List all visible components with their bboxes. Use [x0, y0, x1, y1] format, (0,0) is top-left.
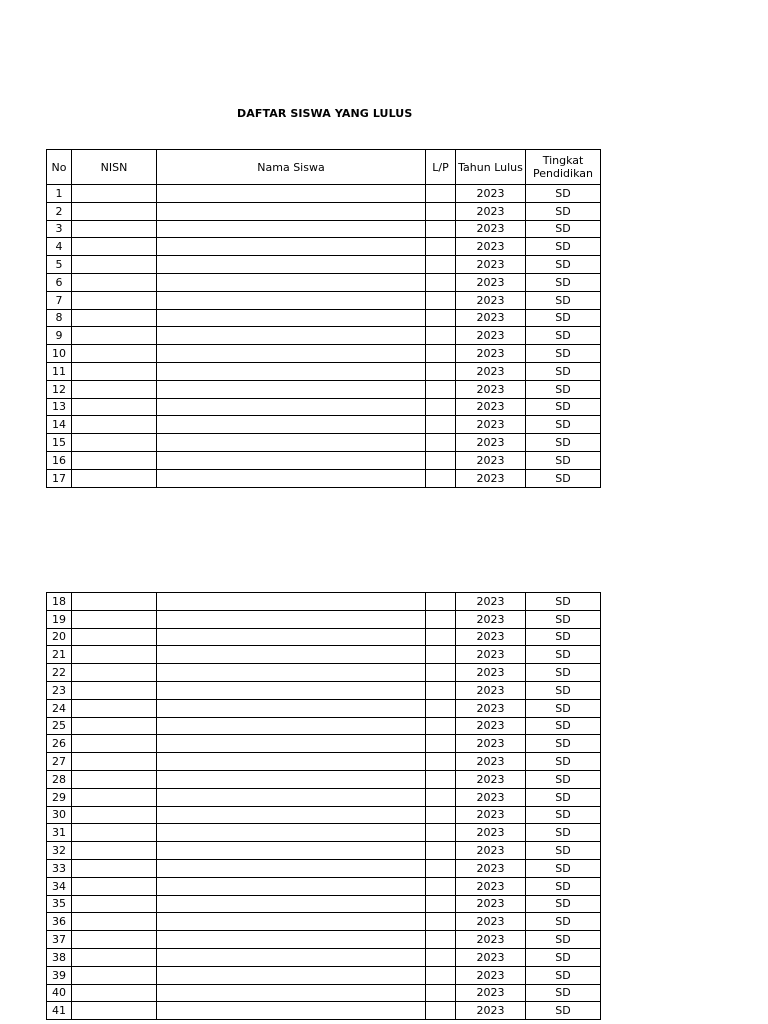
row-nama-siswa-cell: [157, 1002, 426, 1020]
row-tingkat-pendidikan-cell: SD: [526, 681, 601, 699]
row-tingkat-pendidikan-cell: SD: [526, 788, 601, 806]
row-lp-cell: [426, 806, 456, 824]
row-lp-cell: [426, 984, 456, 1002]
row-tahun-lulus-cell: 2023: [456, 610, 526, 628]
row-nisn-cell: [72, 309, 157, 327]
row-nisn-cell: [72, 416, 157, 434]
row-lp-cell: [426, 753, 456, 771]
row-no-cell: 4: [47, 238, 72, 256]
row-no-cell: 10: [47, 345, 72, 363]
row-nisn-cell: [72, 735, 157, 753]
row-nama-siswa-cell: [157, 327, 426, 345]
row-nisn-cell: [72, 984, 157, 1002]
row-nama-siswa-cell: [157, 593, 426, 611]
row-no-cell: 37: [47, 931, 72, 949]
student-table-part-1: [46, 149, 601, 488]
row-nama-siswa-cell: [157, 309, 426, 327]
table-row: [47, 717, 601, 735]
table-row: [47, 362, 601, 380]
row-tahun-lulus-cell: 2023: [456, 1002, 526, 1020]
row-nisn-cell: [72, 1002, 157, 1020]
row-tahun-lulus-cell: 2023: [456, 451, 526, 469]
row-nama-siswa-cell: [157, 859, 426, 877]
row-no-cell: 18: [47, 593, 72, 611]
row-no-cell: 6: [47, 273, 72, 291]
row-no-cell: 13: [47, 398, 72, 416]
row-no-cell: 3: [47, 220, 72, 238]
row-no-cell: 34: [47, 877, 72, 895]
table-row: [47, 877, 601, 895]
row-lp-cell: [426, 877, 456, 895]
table-row: [47, 664, 601, 682]
row-nisn-cell: [72, 256, 157, 274]
row-nama-siswa-cell: [157, 362, 426, 380]
student-table-part-2: [46, 592, 601, 1020]
row-tahun-lulus-cell: 2023: [456, 717, 526, 735]
row-tingkat-pendidikan-cell: SD: [526, 434, 601, 452]
row-nama-siswa-cell: [157, 753, 426, 771]
table-row: [47, 220, 601, 238]
row-no-cell: 19: [47, 610, 72, 628]
table-row: [47, 788, 601, 806]
row-nama-siswa-cell: [157, 434, 426, 452]
row-tahun-lulus-cell: 2023: [456, 770, 526, 788]
row-tahun-lulus-cell: 2023: [456, 273, 526, 291]
row-tahun-lulus-cell: 2023: [456, 842, 526, 860]
table-row: [47, 451, 601, 469]
row-nama-siswa-cell: [157, 416, 426, 434]
row-nisn-cell: [72, 806, 157, 824]
row-tahun-lulus-cell: 2023: [456, 859, 526, 877]
row-nama-siswa-cell: [157, 931, 426, 949]
table-row: [47, 345, 601, 363]
row-lp-cell: [426, 238, 456, 256]
row-nisn-cell: [72, 451, 157, 469]
row-nisn-cell: [72, 664, 157, 682]
row-tahun-lulus-cell: 2023: [456, 806, 526, 824]
row-lp-cell: [426, 735, 456, 753]
row-tingkat-pendidikan-cell: SD: [526, 966, 601, 984]
row-tahun-lulus-cell: 2023: [456, 664, 526, 682]
table-row: [47, 398, 601, 416]
header-nama-siswa: Nama Siswa: [157, 150, 426, 185]
row-tingkat-pendidikan-cell: SD: [526, 202, 601, 220]
row-lp-cell: [426, 628, 456, 646]
row-tingkat-pendidikan-cell: SD: [526, 593, 601, 611]
row-nama-siswa-cell: [157, 681, 426, 699]
table-row: [47, 610, 601, 628]
row-lp-cell: [426, 309, 456, 327]
row-lp-cell: [426, 931, 456, 949]
row-no-cell: 11: [47, 362, 72, 380]
row-no-cell: 15: [47, 434, 72, 452]
row-lp-cell: [426, 681, 456, 699]
table-header-row: [47, 150, 601, 185]
row-nisn-cell: [72, 717, 157, 735]
row-tahun-lulus-cell: 2023: [456, 931, 526, 949]
row-tingkat-pendidikan-cell: SD: [526, 664, 601, 682]
row-no-cell: 21: [47, 646, 72, 664]
row-no-cell: 22: [47, 664, 72, 682]
row-nama-siswa-cell: [157, 913, 426, 931]
table-row: [47, 806, 601, 824]
row-tingkat-pendidikan-cell: SD: [526, 646, 601, 664]
table-row: [47, 185, 601, 203]
row-no-cell: 27: [47, 753, 72, 771]
row-tahun-lulus-cell: 2023: [456, 699, 526, 717]
row-lp-cell: [426, 380, 456, 398]
row-tingkat-pendidikan-cell: SD: [526, 309, 601, 327]
table-row: [47, 681, 601, 699]
row-lp-cell: [426, 895, 456, 913]
row-lp-cell: [426, 434, 456, 452]
row-nama-siswa-cell: [157, 220, 426, 238]
row-tahun-lulus-cell: 2023: [456, 681, 526, 699]
table-body-part-1: [47, 185, 601, 488]
table-row: [47, 735, 601, 753]
row-tahun-lulus-cell: 2023: [456, 788, 526, 806]
row-nisn-cell: [72, 628, 157, 646]
row-lp-cell: [426, 664, 456, 682]
row-no-cell: 2: [47, 202, 72, 220]
row-no-cell: 23: [47, 681, 72, 699]
table-row: [47, 966, 601, 984]
row-nisn-cell: [72, 398, 157, 416]
row-nisn-cell: [72, 238, 157, 256]
row-lp-cell: [426, 345, 456, 363]
table-row: [47, 842, 601, 860]
row-nama-siswa-cell: [157, 788, 426, 806]
row-no-cell: 14: [47, 416, 72, 434]
row-nisn-cell: [72, 345, 157, 363]
row-nama-siswa-cell: [157, 895, 426, 913]
row-tingkat-pendidikan-cell: SD: [526, 948, 601, 966]
row-tahun-lulus-cell: 2023: [456, 735, 526, 753]
row-no-cell: 41: [47, 1002, 72, 1020]
row-lp-cell: [426, 610, 456, 628]
row-tahun-lulus-cell: 2023: [456, 416, 526, 434]
row-lp-cell: [426, 913, 456, 931]
header-no: No: [47, 150, 72, 185]
row-tingkat-pendidikan-cell: SD: [526, 610, 601, 628]
row-nisn-cell: [72, 681, 157, 699]
table-row: [47, 434, 601, 452]
row-lp-cell: [426, 398, 456, 416]
row-tingkat-pendidikan-cell: SD: [526, 984, 601, 1002]
table-row: [47, 291, 601, 309]
row-nisn-cell: [72, 327, 157, 345]
row-nisn-cell: [72, 877, 157, 895]
header-lp: L/P: [426, 150, 456, 185]
row-lp-cell: [426, 327, 456, 345]
row-nisn-cell: [72, 291, 157, 309]
row-nisn-cell: [72, 593, 157, 611]
row-nama-siswa-cell: [157, 735, 426, 753]
row-no-cell: 5: [47, 256, 72, 274]
row-tahun-lulus-cell: 2023: [456, 398, 526, 416]
row-tahun-lulus-cell: 2023: [456, 469, 526, 487]
row-no-cell: 7: [47, 291, 72, 309]
row-nisn-cell: [72, 753, 157, 771]
row-no-cell: 25: [47, 717, 72, 735]
row-nisn-cell: [72, 646, 157, 664]
row-tahun-lulus-cell: 2023: [456, 238, 526, 256]
row-nama-siswa-cell: [157, 984, 426, 1002]
row-nama-siswa-cell: [157, 628, 426, 646]
row-lp-cell: [426, 469, 456, 487]
row-lp-cell: [426, 185, 456, 203]
row-tahun-lulus-cell: 2023: [456, 753, 526, 771]
row-lp-cell: [426, 451, 456, 469]
row-nama-siswa-cell: [157, 717, 426, 735]
row-tingkat-pendidikan-cell: SD: [526, 842, 601, 860]
row-tahun-lulus-cell: 2023: [456, 646, 526, 664]
row-nisn-cell: [72, 931, 157, 949]
row-nama-siswa-cell: [157, 646, 426, 664]
table-body-part-2: [47, 593, 601, 1020]
row-nama-siswa-cell: [157, 451, 426, 469]
row-nama-siswa-cell: [157, 256, 426, 274]
row-no-cell: 12: [47, 380, 72, 398]
row-nisn-cell: [72, 966, 157, 984]
row-tingkat-pendidikan-cell: SD: [526, 451, 601, 469]
row-nama-siswa-cell: [157, 398, 426, 416]
row-no-cell: 8: [47, 309, 72, 327]
row-tahun-lulus-cell: 2023: [456, 309, 526, 327]
row-tahun-lulus-cell: 2023: [456, 345, 526, 363]
row-tahun-lulus-cell: 2023: [456, 877, 526, 895]
row-tingkat-pendidikan-cell: SD: [526, 753, 601, 771]
row-tahun-lulus-cell: 2023: [456, 202, 526, 220]
row-lp-cell: [426, 362, 456, 380]
row-no-cell: 39: [47, 966, 72, 984]
row-nisn-cell: [72, 469, 157, 487]
table-row: [47, 753, 601, 771]
row-no-cell: 26: [47, 735, 72, 753]
row-tingkat-pendidikan-cell: SD: [526, 824, 601, 842]
table-row: [47, 859, 601, 877]
row-tingkat-pendidikan-cell: SD: [526, 699, 601, 717]
row-tingkat-pendidikan-cell: SD: [526, 469, 601, 487]
table-row: [47, 646, 601, 664]
row-tahun-lulus-cell: 2023: [456, 895, 526, 913]
table-row: [47, 416, 601, 434]
row-tahun-lulus-cell: 2023: [456, 434, 526, 452]
table-row: [47, 273, 601, 291]
row-nisn-cell: [72, 202, 157, 220]
row-tahun-lulus-cell: 2023: [456, 220, 526, 238]
row-tingkat-pendidikan-cell: SD: [526, 895, 601, 913]
row-tingkat-pendidikan-cell: SD: [526, 398, 601, 416]
row-nisn-cell: [72, 610, 157, 628]
row-tahun-lulus-cell: 2023: [456, 628, 526, 646]
row-nama-siswa-cell: [157, 877, 426, 895]
row-tingkat-pendidikan-cell: SD: [526, 877, 601, 895]
row-no-cell: 40: [47, 984, 72, 1002]
row-nama-siswa-cell: [157, 948, 426, 966]
row-no-cell: 31: [47, 824, 72, 842]
row-no-cell: 1: [47, 185, 72, 203]
table-row: [47, 469, 601, 487]
row-nisn-cell: [72, 699, 157, 717]
row-tingkat-pendidikan-cell: SD: [526, 238, 601, 256]
row-no-cell: 33: [47, 859, 72, 877]
row-no-cell: 24: [47, 699, 72, 717]
header-tingkat-pendidikan: Tingkat Pendidikan: [526, 150, 601, 185]
table-row: [47, 948, 601, 966]
table-row: [47, 309, 601, 327]
row-tingkat-pendidikan-cell: SD: [526, 256, 601, 274]
row-tahun-lulus-cell: 2023: [456, 362, 526, 380]
row-lp-cell: [426, 948, 456, 966]
header-nisn: NISN: [72, 150, 157, 185]
table-row: [47, 327, 601, 345]
row-lp-cell: [426, 824, 456, 842]
row-nama-siswa-cell: [157, 824, 426, 842]
row-lp-cell: [426, 717, 456, 735]
table-row: [47, 256, 601, 274]
row-tahun-lulus-cell: 2023: [456, 984, 526, 1002]
header-tahun-lulus: Tahun Lulus: [456, 150, 526, 185]
row-no-cell: 20: [47, 628, 72, 646]
row-tingkat-pendidikan-cell: SD: [526, 345, 601, 363]
row-no-cell: 9: [47, 327, 72, 345]
table-row: [47, 824, 601, 842]
table-row: [47, 895, 601, 913]
row-nama-siswa-cell: [157, 469, 426, 487]
row-nama-siswa-cell: [157, 842, 426, 860]
row-nama-siswa-cell: [157, 273, 426, 291]
row-lp-cell: [426, 256, 456, 274]
row-nisn-cell: [72, 948, 157, 966]
row-no-cell: 38: [47, 948, 72, 966]
row-lp-cell: [426, 699, 456, 717]
row-tingkat-pendidikan-cell: SD: [526, 859, 601, 877]
row-nisn-cell: [72, 362, 157, 380]
row-no-cell: 28: [47, 770, 72, 788]
row-tingkat-pendidikan-cell: SD: [526, 735, 601, 753]
table-row: [47, 931, 601, 949]
document-title: DAFTAR SISWA YANG LULUS: [237, 107, 413, 120]
table-row: [47, 593, 601, 611]
row-nama-siswa-cell: [157, 345, 426, 363]
table-row: [47, 984, 601, 1002]
row-lp-cell: [426, 646, 456, 664]
row-tahun-lulus-cell: 2023: [456, 327, 526, 345]
row-nama-siswa-cell: [157, 202, 426, 220]
row-no-cell: 35: [47, 895, 72, 913]
row-lp-cell: [426, 788, 456, 806]
row-nisn-cell: [72, 380, 157, 398]
row-nama-siswa-cell: [157, 966, 426, 984]
row-nama-siswa-cell: [157, 238, 426, 256]
table-row: [47, 628, 601, 646]
row-tahun-lulus-cell: 2023: [456, 256, 526, 274]
row-nama-siswa-cell: [157, 770, 426, 788]
row-tingkat-pendidikan-cell: SD: [526, 628, 601, 646]
row-tingkat-pendidikan-cell: SD: [526, 1002, 601, 1020]
row-tingkat-pendidikan-cell: SD: [526, 327, 601, 345]
row-nisn-cell: [72, 913, 157, 931]
table-row: [47, 913, 601, 931]
row-lp-cell: [426, 859, 456, 877]
row-nama-siswa-cell: [157, 806, 426, 824]
row-no-cell: 36: [47, 913, 72, 931]
row-tingkat-pendidikan-cell: SD: [526, 362, 601, 380]
row-nama-siswa-cell: [157, 699, 426, 717]
row-nisn-cell: [72, 185, 157, 203]
row-tahun-lulus-cell: 2023: [456, 593, 526, 611]
row-tahun-lulus-cell: 2023: [456, 185, 526, 203]
table-row: [47, 1002, 601, 1020]
row-tingkat-pendidikan-cell: SD: [526, 913, 601, 931]
row-nisn-cell: [72, 273, 157, 291]
row-nisn-cell: [72, 788, 157, 806]
row-nama-siswa-cell: [157, 380, 426, 398]
row-no-cell: 16: [47, 451, 72, 469]
row-tahun-lulus-cell: 2023: [456, 913, 526, 931]
row-nama-siswa-cell: [157, 610, 426, 628]
table-row: [47, 770, 601, 788]
row-lp-cell: [426, 966, 456, 984]
row-nama-siswa-cell: [157, 185, 426, 203]
row-nisn-cell: [72, 434, 157, 452]
row-no-cell: 17: [47, 469, 72, 487]
row-no-cell: 32: [47, 842, 72, 860]
row-nama-siswa-cell: [157, 664, 426, 682]
row-tingkat-pendidikan-cell: SD: [526, 185, 601, 203]
row-lp-cell: [426, 291, 456, 309]
row-tahun-lulus-cell: 2023: [456, 824, 526, 842]
row-nisn-cell: [72, 842, 157, 860]
row-no-cell: 30: [47, 806, 72, 824]
row-lp-cell: [426, 593, 456, 611]
row-lp-cell: [426, 416, 456, 434]
table-row: [47, 699, 601, 717]
row-tahun-lulus-cell: 2023: [456, 966, 526, 984]
row-lp-cell: [426, 220, 456, 238]
row-tingkat-pendidikan-cell: SD: [526, 717, 601, 735]
row-nisn-cell: [72, 770, 157, 788]
row-lp-cell: [426, 273, 456, 291]
row-lp-cell: [426, 1002, 456, 1020]
row-tingkat-pendidikan-cell: SD: [526, 416, 601, 434]
table-row: [47, 380, 601, 398]
row-lp-cell: [426, 202, 456, 220]
row-tahun-lulus-cell: 2023: [456, 291, 526, 309]
row-no-cell: 29: [47, 788, 72, 806]
row-tahun-lulus-cell: 2023: [456, 380, 526, 398]
table-row: [47, 238, 601, 256]
row-lp-cell: [426, 770, 456, 788]
row-nisn-cell: [72, 824, 157, 842]
row-tingkat-pendidikan-cell: SD: [526, 806, 601, 824]
row-tingkat-pendidikan-cell: SD: [526, 220, 601, 238]
row-nisn-cell: [72, 859, 157, 877]
row-nisn-cell: [72, 220, 157, 238]
row-tingkat-pendidikan-cell: SD: [526, 931, 601, 949]
row-tingkat-pendidikan-cell: SD: [526, 770, 601, 788]
row-tingkat-pendidikan-cell: SD: [526, 380, 601, 398]
row-lp-cell: [426, 842, 456, 860]
row-tingkat-pendidikan-cell: SD: [526, 273, 601, 291]
row-tahun-lulus-cell: 2023: [456, 948, 526, 966]
row-tingkat-pendidikan-cell: SD: [526, 291, 601, 309]
row-nisn-cell: [72, 895, 157, 913]
table-row: [47, 202, 601, 220]
row-nama-siswa-cell: [157, 291, 426, 309]
